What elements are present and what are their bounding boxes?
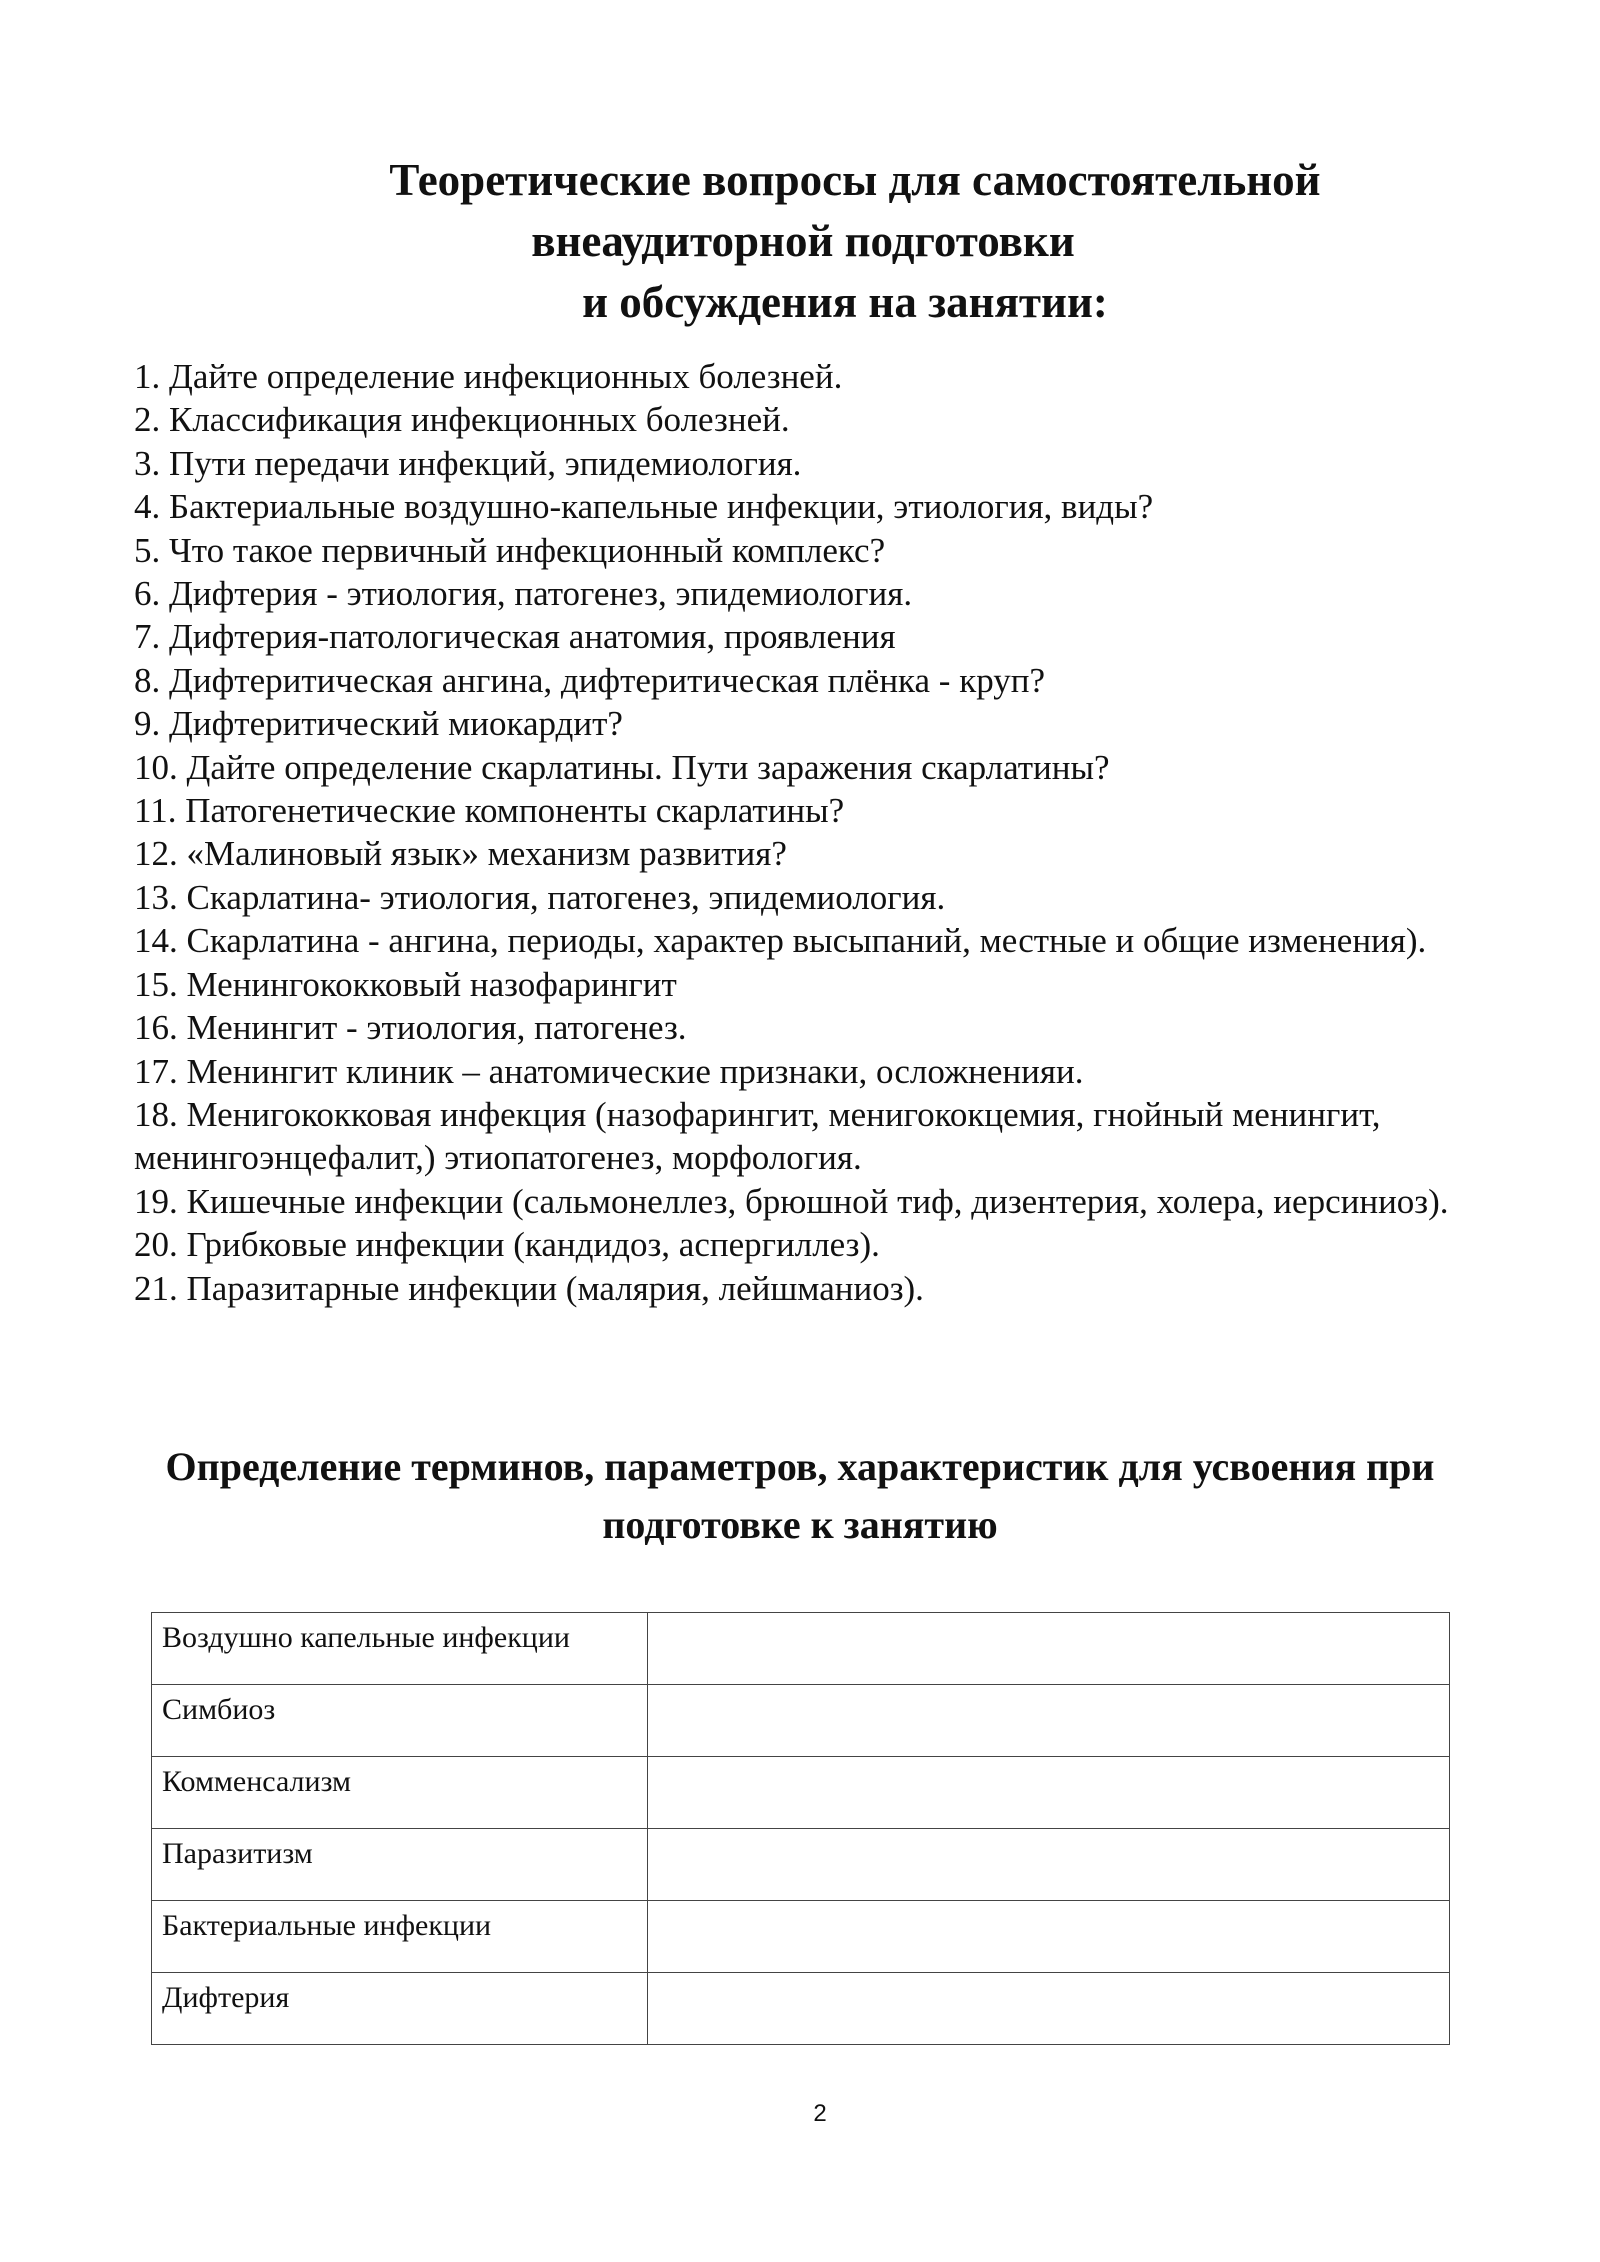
table-row <box>152 1757 1450 1829</box>
table-row <box>152 1829 1450 1901</box>
page-number: 2 <box>813 2100 827 2127</box>
question-item: 19. Кишечные инфекции (сальмонеллез, брюшной тиф, дизентерия, холера, иерсиниоз). <box>134 1181 1449 1221</box>
definition-cell[interactable] <box>648 1973 1450 2045</box>
question-item: 15. Менингококковый назофарингит <box>134 964 677 1004</box>
table-row <box>152 1613 1450 1685</box>
question-item: 6. Дифтерия - этиология, патогенез, эпидемиология. <box>134 574 913 614</box>
question-item: 20. Грибковые инфекции (кандидоз, аспергиллез). <box>134 1225 880 1265</box>
definition-cell[interactable] <box>648 1613 1450 1685</box>
table-row <box>152 1901 1450 1973</box>
heading-line-1: Теоретические вопросы для самостоятельной <box>389 155 1321 205</box>
question-item: 18. Менигококковая инфекция (назофарингит, менигококцемия, гнойный менингит, менингоэнцефалит,) этиопатогенез, морфология. <box>134 1094 1381 1178</box>
terms-table <box>151 1612 1450 2045</box>
question-item: 2. Классификация инфекционных болезней. <box>134 400 790 440</box>
term-cell: Воздушно капельные инфекции <box>152 1613 648 1685</box>
heading-line-2: внеаудиторной подготовки <box>531 216 1075 266</box>
question-item: 4. Бактериальные воздушно-капельные инфекции, этиология, виды? <box>134 487 1154 527</box>
theory-questions-heading <box>0 150 1600 333</box>
question-item: 11. Патогенетические компоненты скарлатины? <box>134 791 845 831</box>
term-cell: Комменсализм <box>152 1757 648 1829</box>
question-item: 12. «Малиновый язык» механизм развития? <box>134 834 787 874</box>
question-item: 10. Дайте определение скарлатины. Пути заражения скарлатины? <box>134 747 1110 787</box>
question-item: 17. Менингит клиник – анатомические признаки, осложненияи. <box>134 1051 1084 1091</box>
question-item: 16. Менингит - этиология, патогенез. <box>134 1008 687 1048</box>
questions-list <box>134 355 1514 1310</box>
question-item: 8. Дифтеритическая ангина, дифтеритическая плёнка - круп? <box>134 660 1046 700</box>
table-row <box>152 1973 1450 2045</box>
question-item: 13. Скарлатина- этиология, патогенез, эпидемиология. <box>134 877 946 917</box>
heading-line-3: и обсуждения на занятии: <box>582 277 1108 327</box>
question-item: 21. Паразитарные инфекции (малярия, лейшманиоз). <box>134 1268 924 1308</box>
definition-cell[interactable] <box>648 1685 1450 1757</box>
term-cell: Дифтерия <box>152 1973 648 2045</box>
terms-heading: Определение терминов, параметров, характеристик для усвоения при подготовке к занятию <box>165 1444 1435 1547</box>
term-cell: Симбиоз <box>152 1685 648 1757</box>
definition-cell[interactable] <box>648 1757 1450 1829</box>
question-item: 7. Дифтерия-патологическая анатомия, проявления <box>134 617 896 657</box>
question-item: 9. Дифтеритический миокардит? <box>134 704 623 744</box>
term-cell: Бактериальные инфекции <box>152 1901 648 1973</box>
question-item: 14. Скарлатина - ангина, периоды, характер высыпаний, местные и общие изменения). <box>134 921 1427 961</box>
definition-cell[interactable] <box>648 1901 1450 1973</box>
question-item: 1. Дайте определение инфекционных болезней. <box>134 357 843 396</box>
term-cell: Паразитизм <box>152 1829 648 1901</box>
definition-cell[interactable] <box>648 1829 1450 1901</box>
question-item: 5. Что такое первичный инфекционный комплекс? <box>134 530 886 570</box>
table-row <box>152 1685 1450 1757</box>
question-item: 3. Пути передачи инфекций, эпидемиология. <box>134 443 802 483</box>
